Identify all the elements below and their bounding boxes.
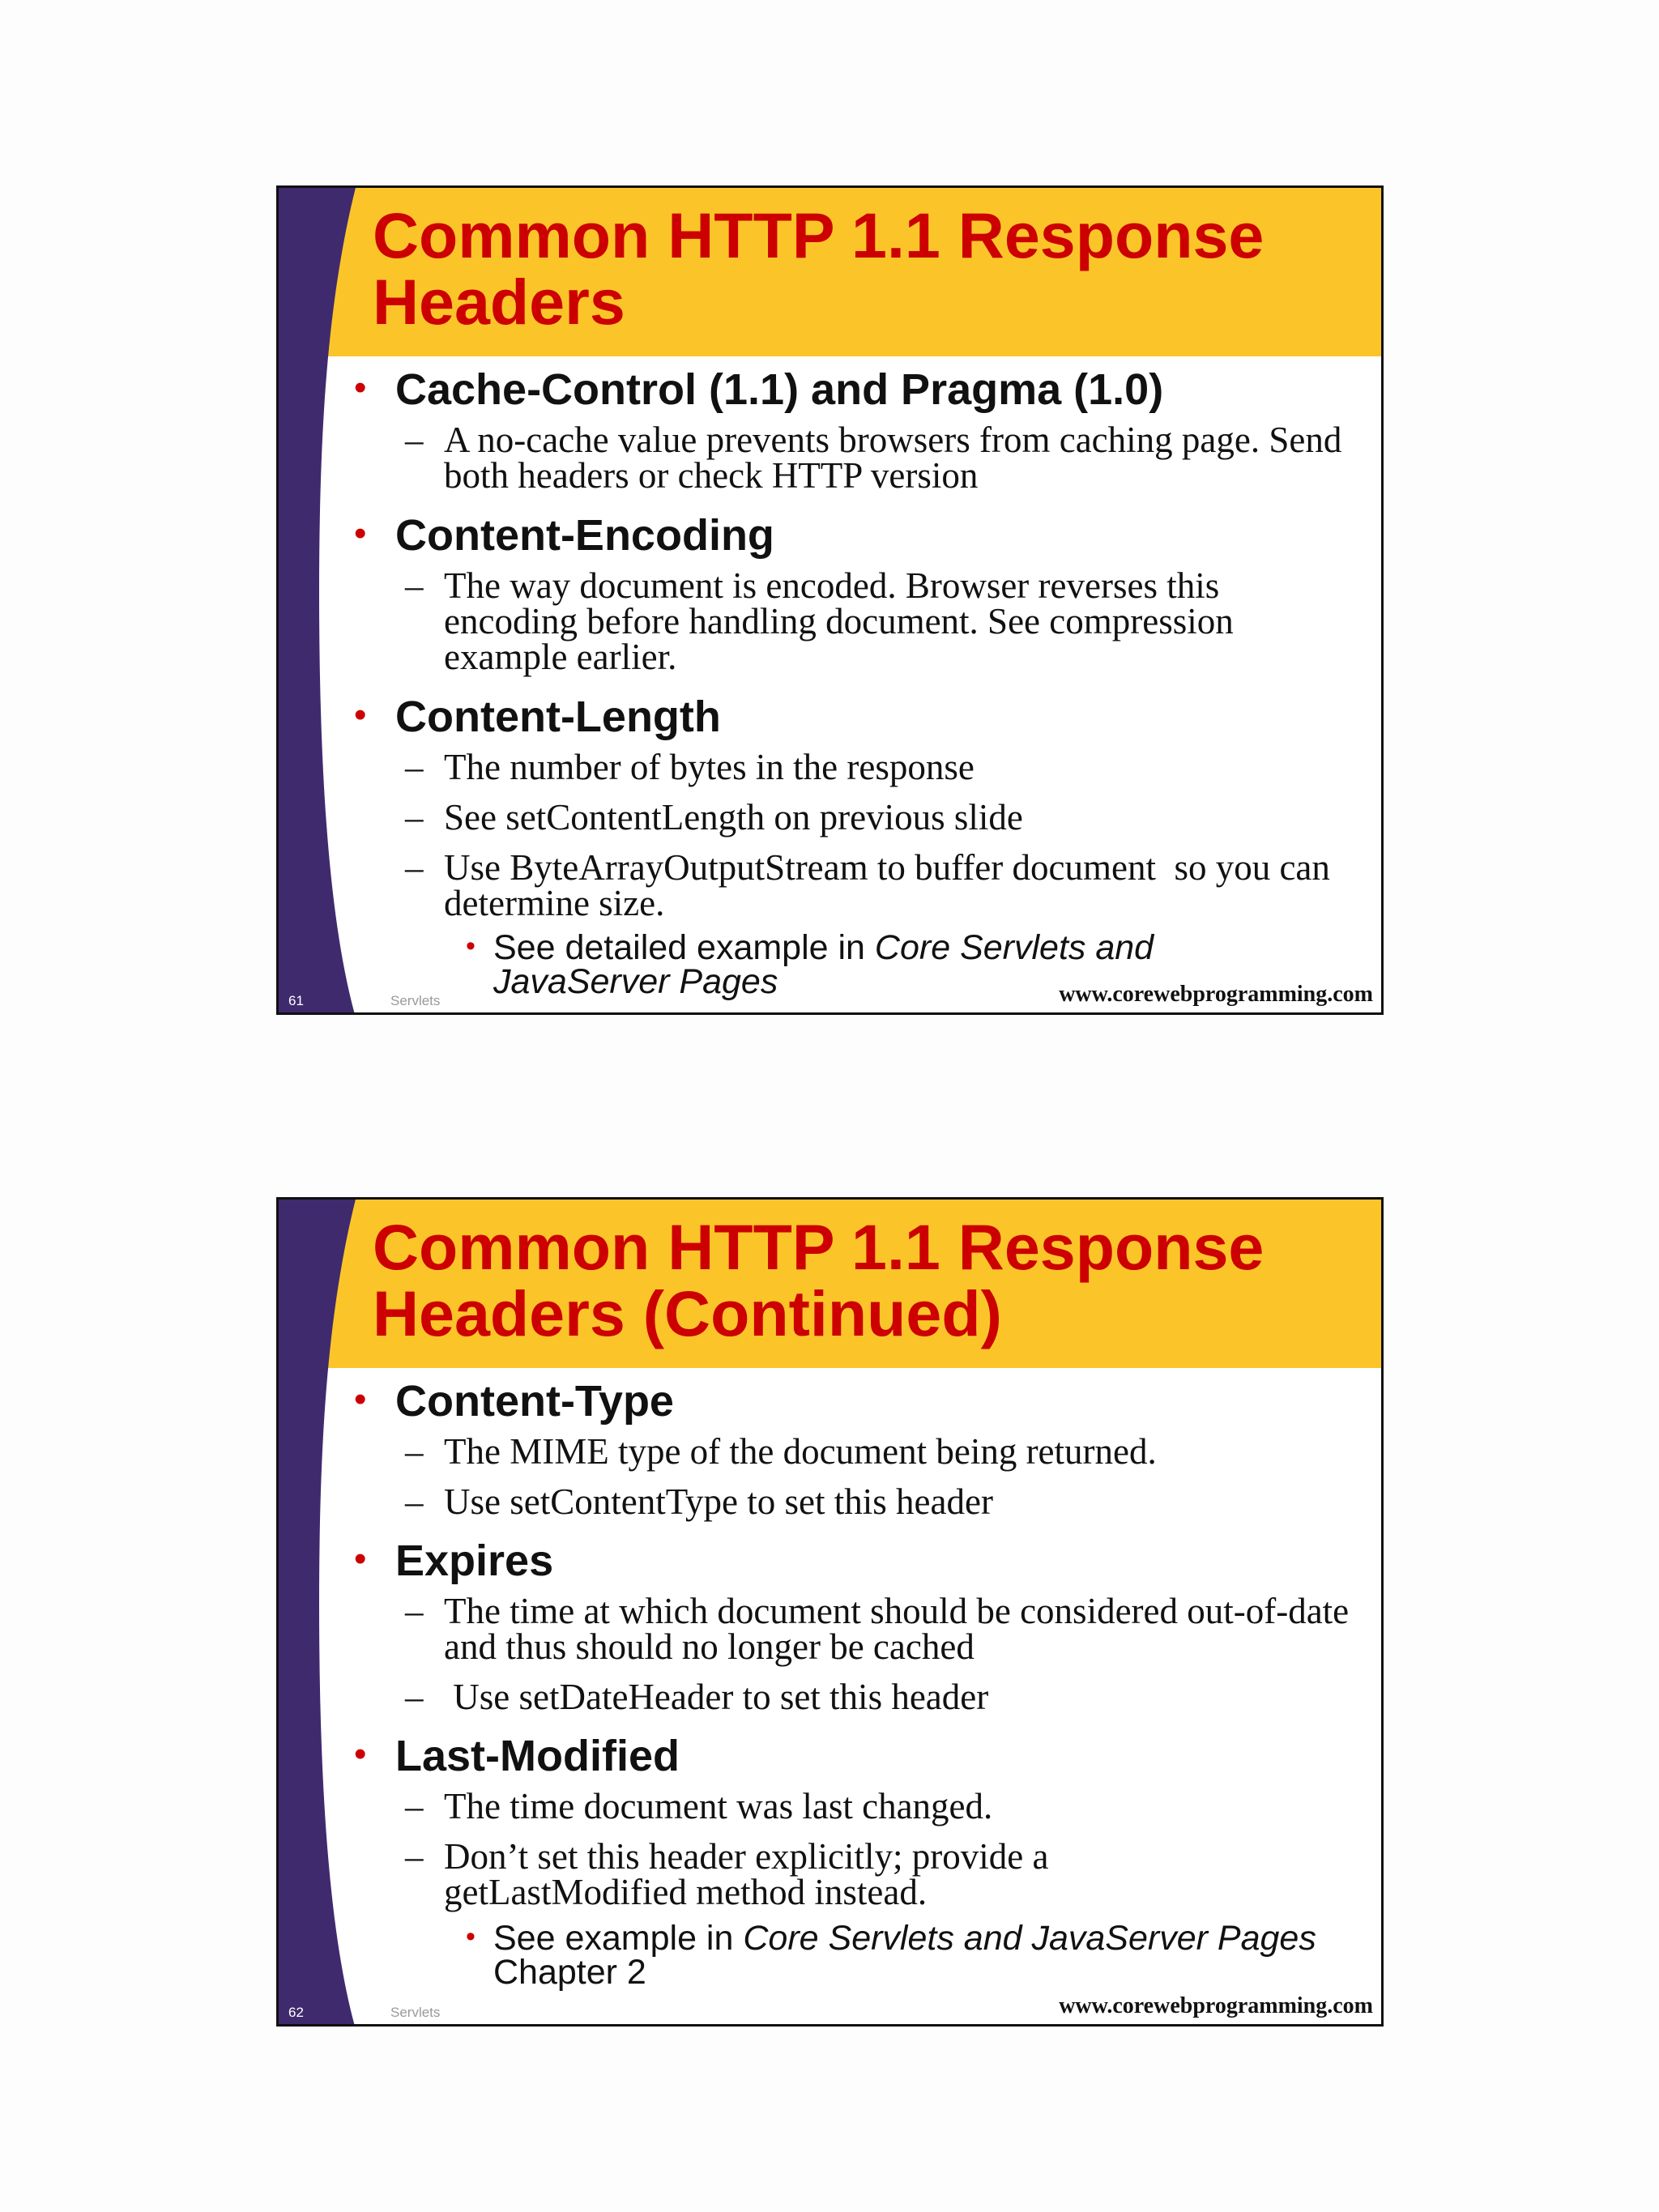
bullet-text: The way document is encoded. Browser reverses this encoding before handling document. See compression example earlier. [444,565,1243,677]
bullet-dot-icon: • [354,1539,367,1579]
bullet-text: Use ByteArrayOutputStream to buffer document so you can determine size. [444,847,1340,923]
slide-number: 61 [288,993,304,1008]
bullet-text: Content-Type [395,1377,674,1426]
slide-content [279,1200,1381,2024]
bullet-text: The MIME type of the document being returned. [444,1431,1157,1472]
bullet-dot-icon: • [354,1734,367,1774]
bullet-dot-icon: • [466,931,476,961]
bullet-text: The number of bytes in the response [444,747,975,787]
dash-icon: – [405,1677,424,1717]
footer-label: Servlets [390,993,441,1008]
bullet-text: The time at which document should be considered out-of-date and thus should no longer be cached [444,1591,1358,1667]
bullet-dot-icon: • [354,514,367,553]
dash-icon: – [405,1786,424,1826]
bullet-text: See detailed example in Core Servlets and JavaServer Pages [493,928,1154,1001]
dash-icon: – [405,1481,424,1522]
book-title: Core Servlets and JavaServer Pages [493,928,1154,1001]
dash-icon: – [405,1591,424,1631]
bullet-text: Use setDateHeader to set this header [444,1677,989,1717]
bullet-text: See example in Core Servlets and JavaServer Pages Chapter 2 [493,1919,1316,1992]
bullet-dot-icon: • [466,1921,476,1952]
bullet-text: The time document was last changed. [444,1786,993,1826]
slide-title: Common HTTP 1.1 Response Headers (Continued) [373,1211,1265,1349]
bullet-text: Cache-Control (1.1) and Pragma (1.0) [395,365,1164,414]
dash-icon: – [405,565,424,606]
bullet-text: Content-Encoding [395,511,774,560]
dash-icon: – [405,847,424,888]
slide-62 [276,1197,1384,2027]
bullet-text: Content-Length [395,693,721,741]
slide-title: Common HTTP 1.1 Response Headers [373,199,1265,338]
dash-icon: – [405,1836,424,1877]
slide-61 [276,185,1384,1015]
dash-icon: – [405,797,424,837]
bullet-text: Expires [395,1536,554,1585]
dash-icon: – [405,1431,424,1472]
bullet-text: Last-Modified [395,1732,680,1780]
bullet-text: See setContentLength on previous slide [444,797,1023,837]
dash-icon: – [405,420,424,460]
slide-number: 62 [288,2005,304,2020]
footer-label: Servlets [390,2005,441,2020]
slide-content [279,188,1381,1012]
bullet-dot-icon: • [354,1379,367,1419]
footer-url: www.corewebprogramming.com [1059,1993,1373,2018]
bullet-dot-icon: • [354,695,367,735]
book-title: Core Servlets and JavaServer Pages [743,1919,1316,1958]
bullet-text: A no-cache value prevents browsers from caching page. Send both headers or check HTTP version [444,420,1351,496]
bullet-text: Don’t set this header explicitly; provide a getLastModified method instead. [444,1836,1058,1912]
bullet-text: Use setContentType to set this header [444,1481,993,1522]
dash-icon: – [405,747,424,787]
bullet-dot-icon: • [354,368,367,407]
footer-url: www.corewebprogramming.com [1059,982,1373,1007]
